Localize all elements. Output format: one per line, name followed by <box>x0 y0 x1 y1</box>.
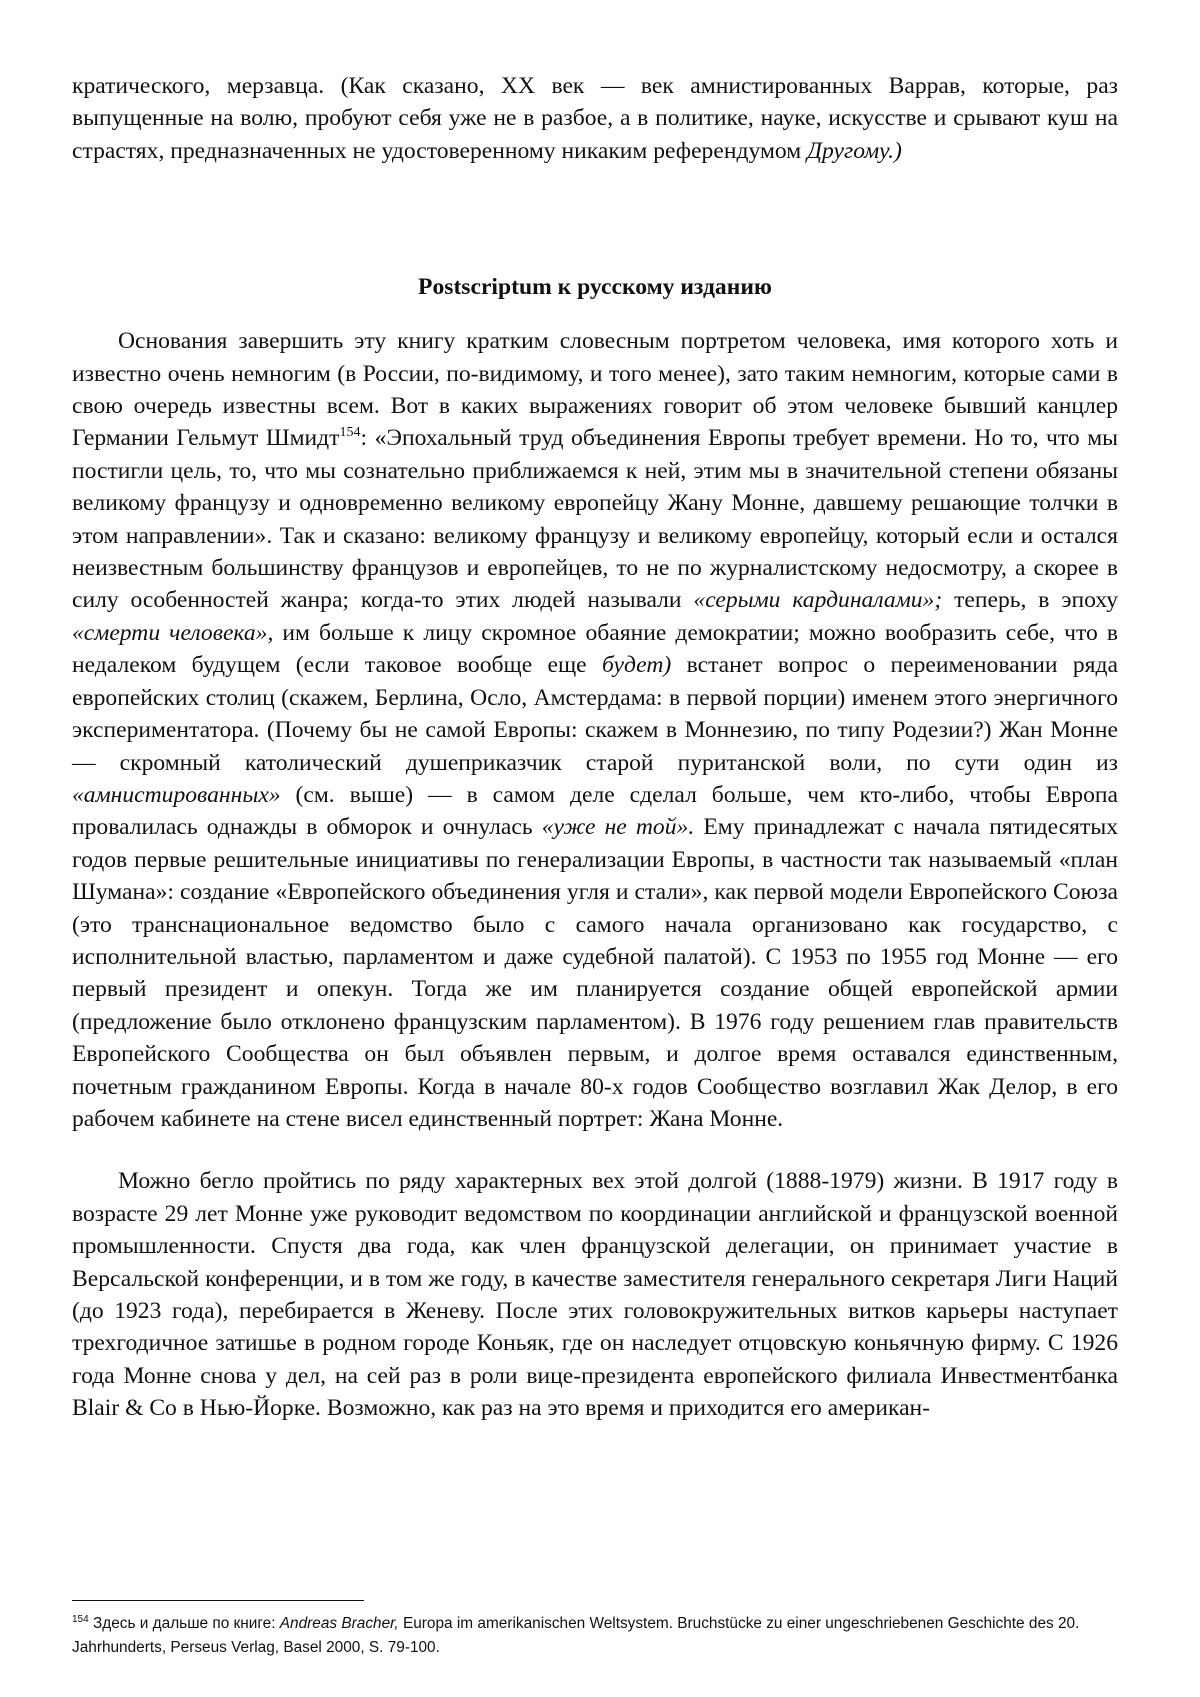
continued-paragraph-italic: Другому.) <box>807 137 902 164</box>
section-heading: Postscriptum к русскому изданию <box>418 274 772 301</box>
footnote-separator <box>72 1600 364 1601</box>
text-run: (см. выше) — в самом деле сделал больше, чем кто-либо, чтобы Европа провалилась однажды в обморок и очнулась <box>72 781 1118 841</box>
italic-run: «серыми кардиналами»; <box>693 587 943 614</box>
continued-paragraph <box>72 70 1118 167</box>
italic-run: будет) <box>602 652 672 679</box>
paragraph-spacer <box>72 1135 1118 1165</box>
footnote-reference[interactable]: 154 <box>339 425 361 441</box>
footnote-lead: Здесь и дальше по книге: <box>88 1615 280 1632</box>
paragraph-monnet-biography: Можно бегло пройтись по ряду характерных вех этой долгой (1888-1979) жизни. В 1917 году в возрасте 29 лет Монне уже руководит ведомством по координации английской и французской военной промышленности. Спустя два года, как член французской делегации, он принимает участие в Версальской конференции, и в том же году, в качестве заместителя генерального секретаря Лиги Наций (до 1923 года), перебирается в Женеву. После этих головокружительных витков карьеры наступает трехгодичное затишье в родном городе Коньяк, где он наследует отцовскую коньячную фирму. С 1926 года Монне снова у дел, на сей раз в роли вице-президента европейского филиала Инвестментбанка Blair & Co в Нью-Йорке. Возможно, как раз на это время и приходится его американ- <box>72 1168 1118 1422</box>
italic-run: «уже не той». <box>541 814 695 841</box>
footnote-number: 154 <box>72 1613 89 1625</box>
text-run: : «Эпохальный труд объединения Европы требует времени. Но то, что мы постигли цель, то, что мы сознательно приближаемся к ней, этим мы в значительной степени обязаны великому французу и одновременно великому европейцу Жану Монне, давшему решающие толчки в этом направлении». Так и сказано: великому французу и великому европейцу, который если и остался неизвестным большинству французов и европейцев, то не по журналистскому недосмотру, а скорее в силу особенностей жанра; когда-то этих людей называли <box>72 425 1118 614</box>
italic-run: «смерти человека», <box>72 619 274 646</box>
text-run: встанет вопрос о переименовании ряда европейских столиц (скажем, Берлина, Осло, Амстердама: в первой порции) именем этого энергичного экспериментатора. (Почему бы не самой Европы: скажем в Моннезию, по типу Родезии?) Жан Монне — скромный католический душеприказчик старой пуританской воли, по сути один из <box>72 652 1118 776</box>
text-run: Ему принадлежат с начала пятидесятых годов первые решительные инициативы по генерализации Европы, в частности так называемый «план Шумана»: создание «Европейского объединения угля и стали», как первой модели Европейского Союза (это транснациональное ведомство было с самого начала организовано как государство, с исполнительной властью, парламентом и даже судебной палатой). С 1953 по 1955 год Монне — его первый президент и опекун. Тогда же им планируется создание общей европейской армии (предложение было отклонено французским парламентом). В 1976 году решением глав правительств Европейского Сообщества он был объявлен первым, и долгое время оставался единственным, почетным гражданином Европы. Когда в начале 80-х годов Сообщество возглавил Жак Делор, в его рабочем кабинете на стене висел единственный портрет: Жана Монне. <box>72 814 1118 1132</box>
footnote-author: Andreas Bracher, <box>279 1615 399 1632</box>
continued-paragraph-text: кратического, мерзавца. (Как сказано, XX век — век амнистированных Варрав, которые, раз выпущенные на волю, пробуют себя уже не в разбое, а в политике, науке, искусстве и срывают куш на страстях, предназначенных не удостоверенному никаким референдумом <box>72 73 1118 164</box>
footnote <box>72 1612 1130 1660</box>
text-run: теперь, в эпоху <box>942 587 1118 614</box>
paragraph-monnet-portrait <box>72 325 1118 1135</box>
text-run: им больше к лицу скромное обаяние демократии; можно вообразить себе, что в недалеком будущем (если таковое вообще еще <box>72 619 1118 679</box>
footnote-citation: Europa im amerikanischen Weltsystem. Bruchstücke zu einer ungeschriebenen Geschichte des 20. Jahrhunderts, Perseus Verlag, Basel 2000, S. 79-100. <box>72 1615 1080 1656</box>
text-run: Основания завершить эту книгу кратким словесным портретом человека, имя которого хоть и известно очень немногим (в России, по-видимому, и того менее), зато таким немногим, которые сами в свою очередь известны всем. Вот в каких выражениях говорит об этом человеке бывший канцлер Германии Гельмут Шмидт <box>72 328 1118 452</box>
italic-run: «амнистированных» <box>72 781 281 808</box>
